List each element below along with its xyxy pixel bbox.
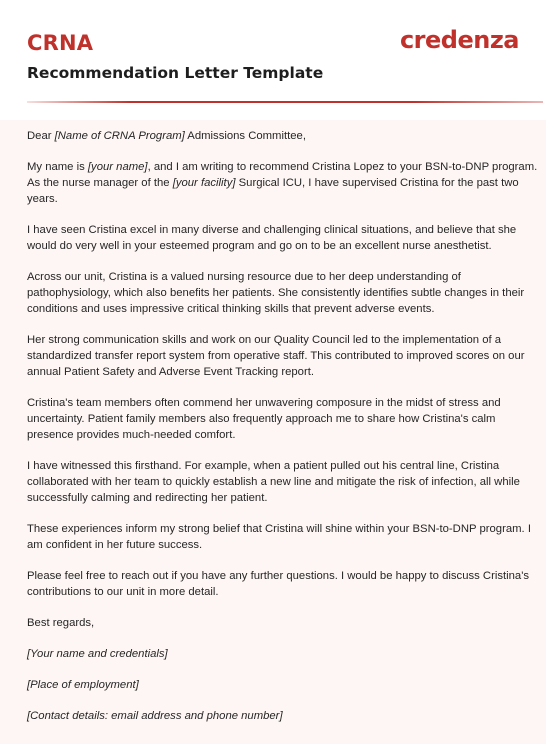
signature-contact-placeholder: [Contact details: email address and phone number] <box>27 710 283 722</box>
your-name-placeholder: [your name] <box>87 161 148 173</box>
greeting-suffix: Admissions Committee, <box>184 130 306 142</box>
signature-place-placeholder: [Place of employment] <box>27 679 139 691</box>
letter-closing: Best regards, <box>27 617 95 629</box>
paragraph-composure: Cristina's team members often commend her unwavering composure in the midst of stress and uncertainty. Patient family members also frequently approach me to share how Cristina's calm presence provides much-needed comfort. <box>27 397 501 441</box>
page-title: CRNA <box>27 31 94 55</box>
signature-name-placeholder: [Your name and credentials] <box>27 648 168 660</box>
header-divider <box>27 101 543 103</box>
greeting-prefix: Dear <box>27 130 55 142</box>
intro-text-c: Surgical ICU, I have supervised Cristina for the past two years. <box>27 177 519 205</box>
document-header <box>0 0 546 110</box>
your-facility-placeholder: [your facility] <box>172 177 236 189</box>
paragraph-belief: These experiences inform my strong belief that Cristina will shine within your BSN-to-DNP program. I am confident in her future success. <box>27 523 531 551</box>
letter-greeting <box>27 128 539 144</box>
intro-text-b: , and I am writing to recommend Cristina Lopez to your BSN-to-DNP program. As the nurse manager of the <box>27 161 538 189</box>
paragraph-nursing-resource: Across our unit, Cristina is a valued nursing resource due to her deep understanding of pathophysiology, which also benefits her patients. She consistently identifies subtle changes in their conditions and uses impressive critical thinking skills that prevent adverse events. <box>27 271 525 315</box>
paragraph-introduction <box>27 159 539 207</box>
paragraph-example: I have witnessed this firsthand. For example, when a patient pulled out his central line, Cristina collaborated with her team to quickly establish a new line and mitigate the risk of infection, all while successfully calming and redirecting her patient. <box>27 460 520 504</box>
program-name-placeholder: [Name of CRNA Program] <box>54 130 185 142</box>
letter-body <box>0 120 546 744</box>
letter-content <box>27 128 539 739</box>
intro-text-a: My name is <box>27 161 88 173</box>
page-subtitle: Recommendation Letter Template <box>27 64 324 82</box>
paragraph-contact-offer: Please feel free to reach out if you have any further questions. I would be happy to discuss Cristina's contributions to our unit in more detail. <box>27 570 530 598</box>
paragraph-communication: Her strong communication skills and work on our Quality Council led to the implementation of a standardized transfer report system from operative staff. This contributed to improved scores on our annual Patient Safety and Adverse Event Tracking report. <box>27 334 525 378</box>
credenza-logo: credenza <box>399 26 519 54</box>
paragraph-clinical-excellence: I have seen Cristina excel in many diverse and challenging clinical situations, and believe that she would do very well in your esteemed program and go on to be an excellent nurse anesthetist. <box>27 224 517 252</box>
